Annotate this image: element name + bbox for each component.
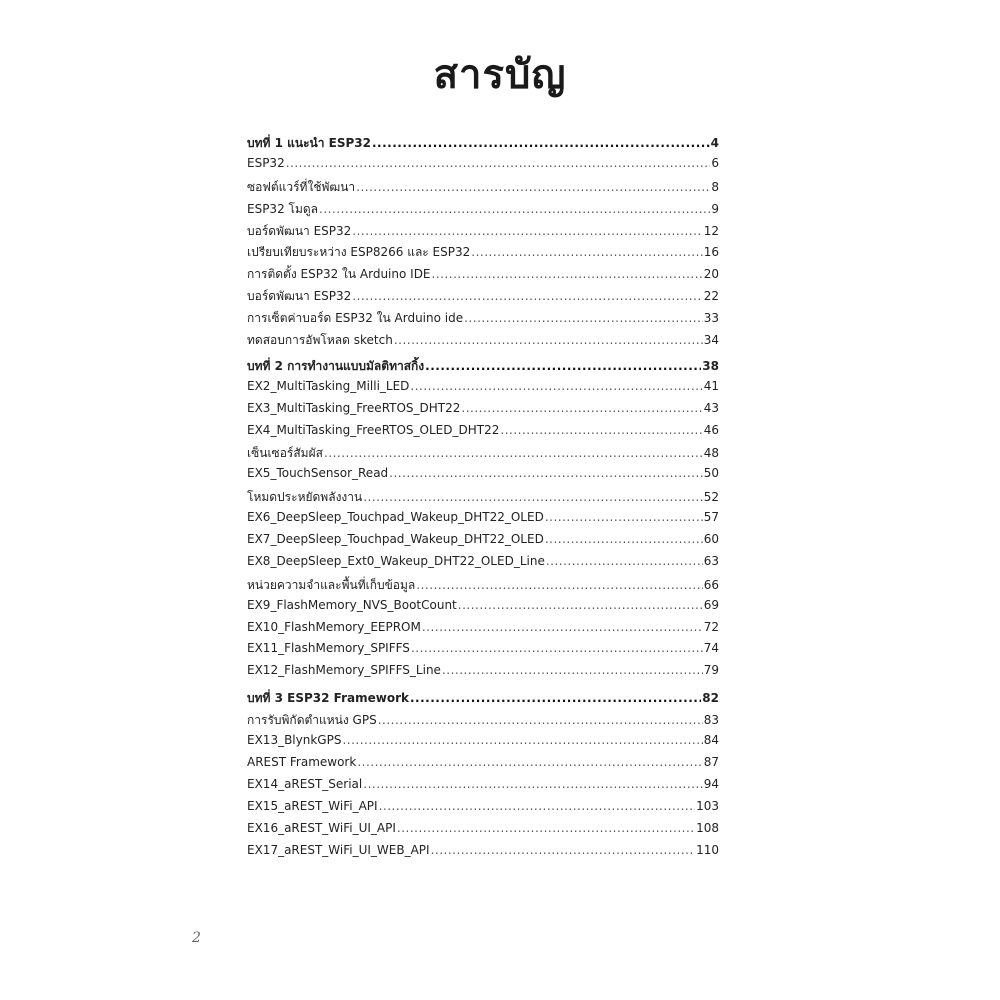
- toc-entry-row: [247, 444, 719, 466]
- dot-leader: [458, 598, 703, 612]
- dot-leader: [363, 777, 702, 791]
- toc-entry-row: [247, 641, 719, 663]
- toc-entry-title: EX17_aREST_WiFi_UI_WEB_API: [247, 842, 430, 857]
- dot-leader: [378, 713, 703, 727]
- toc-page-number: 66: [703, 577, 719, 592]
- toc-entry-title: EX10_FlashMemory_EEPROM: [247, 619, 421, 634]
- toc-entry-row: [247, 843, 719, 865]
- dot-leader: [352, 289, 702, 303]
- toc-page-number: 16: [703, 245, 719, 260]
- dot-leader: [471, 245, 702, 259]
- toc-entry-title: EX4_MultiTasking_FreeRTOS_OLED_DHT22: [247, 422, 500, 437]
- toc-page-number: 50: [703, 466, 719, 481]
- toc-entry-row: [247, 598, 719, 620]
- toc-entry-row: [247, 821, 719, 843]
- toc-page-number: 48: [703, 446, 719, 461]
- toc-entry-title: บอร์ดพัฒนา ESP32: [247, 289, 352, 304]
- toc-entry-row: [247, 510, 719, 532]
- toc-page-number: 82: [702, 691, 719, 706]
- toc-entry-title: EX3_MultiTasking_FreeRTOS_DHT22: [247, 400, 461, 415]
- toc-entry-title: ทดสอบการอัพโหลด sketch: [247, 333, 393, 348]
- toc-entry-title: บทที่ 1 แนะนำ ESP32: [247, 136, 371, 150]
- toc-entry-title: บทที่ 2 การทำงานแบบมัลติทาสกิ้ง: [247, 358, 425, 373]
- toc-entry-row: [247, 799, 719, 821]
- toc-entry-title: EX12_FlashMemory_SPIFFS_Line: [247, 663, 441, 678]
- toc-entry-row: [247, 178, 719, 200]
- dot-leader: [546, 554, 703, 568]
- toc-entry-row: [247, 423, 719, 445]
- toc-entry-title: บทที่ 3 ESP32 Framework: [247, 691, 409, 706]
- toc-entry-row: [247, 265, 719, 287]
- toc-page-number: 94: [703, 776, 719, 791]
- page-number: 2: [192, 930, 201, 946]
- toc-page-number: 33: [703, 311, 719, 326]
- page-title: สารบัญ: [433, 52, 567, 98]
- toc-entry-title: บอร์ดพัฒนา ESP32: [247, 223, 352, 238]
- toc-page-number: 103: [696, 798, 719, 813]
- toc-entry-title: เปรียบเทียบระหว่าง ESP8266 และ ESP32: [247, 245, 471, 260]
- toc-chapter-row: [247, 357, 719, 379]
- toc-entry-title: โหมดประหยัดพลังงาน: [247, 490, 363, 505]
- toc-entry-title: EX8_DeepSleep_Ext0_Wakeup_DHT22_OLED_Line: [247, 553, 545, 568]
- toc-page-number: 84: [703, 733, 719, 748]
- toc-entry-row: [247, 711, 719, 733]
- toc-entry-row: [247, 554, 719, 576]
- toc-entry-row: [247, 620, 719, 642]
- toc-entry-title: EX7_DeepSleep_Touchpad_Wakeup_DHT22_OLED: [247, 532, 544, 547]
- toc-entry-row: [247, 755, 719, 777]
- dot-leader: [372, 136, 710, 150]
- toc-entry-title: การเซ็ตค่าบอร์ด ESP32 ใน Arduino ide: [247, 311, 464, 326]
- toc-entry-row: [247, 532, 719, 554]
- toc-entry-row: [247, 466, 719, 488]
- toc-page-number: 57: [703, 510, 719, 525]
- toc-entry-title: ซอฟต์แวร์ที่ใช้พัฒนา: [247, 179, 356, 194]
- dot-leader: [461, 401, 702, 415]
- toc-page-number: 83: [703, 713, 719, 728]
- toc-page-number: 20: [703, 267, 719, 282]
- toc-page-number: 12: [703, 223, 719, 238]
- toc-entry-title: EX15_aREST_WiFi_API: [247, 798, 378, 813]
- toc-entry-title: หน่วยความจำและพื้นที่เก็บข้อมูล: [247, 577, 416, 592]
- dot-leader: [431, 843, 696, 857]
- toc-entry-row: [247, 243, 719, 265]
- toc-entry-row: [247, 309, 719, 331]
- toc-entry-row: [247, 379, 719, 401]
- toc-entry-row: [247, 576, 719, 598]
- toc-page-number: 110: [696, 842, 719, 857]
- dot-leader: [432, 267, 703, 281]
- toc-entry-row: [247, 401, 719, 423]
- toc-chapter-row: [247, 134, 719, 156]
- toc-entry-title: การติดตั้ง ESP32 ใน Arduino IDE: [247, 267, 431, 282]
- toc-page-number: 38: [702, 358, 719, 373]
- toc-page-number: 34: [703, 333, 719, 348]
- dot-leader: [357, 755, 702, 769]
- toc-entry-title: EX16_aREST_WiFi_UI_API: [247, 820, 396, 835]
- dot-leader: [324, 446, 703, 460]
- dot-leader: [363, 490, 702, 504]
- toc-entry-title: EX6_DeepSleep_Touchpad_Wakeup_DHT22_OLED: [247, 510, 544, 525]
- toc-page-number: 72: [703, 619, 719, 634]
- toc-page-number: 52: [703, 490, 719, 505]
- toc-page-number: 79: [703, 663, 719, 678]
- toc-entry-title: การรับพิกัดตำแหน่ง GPS: [247, 713, 377, 728]
- toc-page-number: 43: [703, 400, 719, 415]
- toc-entry-row: [247, 222, 719, 244]
- toc-entry-row: [247, 287, 719, 309]
- toc-page-number: 63: [703, 553, 719, 568]
- toc-entry-title: ESP32: [247, 155, 285, 170]
- toc-entry-title: EX5_TouchSensor_Read: [247, 466, 389, 481]
- toc-entry-title: EX2_MultiTasking_Milli_LED: [247, 378, 410, 393]
- dot-leader: [442, 663, 703, 677]
- dot-leader: [410, 379, 702, 393]
- dot-leader: [500, 423, 702, 437]
- toc-entry-title: EX9_FlashMemory_NVS_BootCount: [247, 597, 457, 612]
- dot-leader: [464, 311, 703, 325]
- toc-entry-title: EX11_FlashMemory_SPIFFS: [247, 641, 410, 656]
- dot-leader: [416, 578, 702, 592]
- toc-entry-row: [247, 331, 719, 353]
- toc-chapter-row: [247, 689, 719, 711]
- toc-page-number: 46: [703, 422, 719, 437]
- toc-entry-title: EX14_aREST_Serial: [247, 776, 363, 791]
- toc-page-number: 4: [710, 136, 719, 150]
- toc-entry-title: AREST Framework: [247, 754, 357, 769]
- toc-entry-title: EX13_BlynkGPS: [247, 733, 342, 748]
- toc-page-number: 6: [711, 155, 719, 170]
- toc-page-number: 8: [711, 179, 719, 194]
- toc-entry-title: ESP32 โมดูล: [247, 201, 319, 216]
- toc-entry-title: เซ็นเซอร์สัมผัส: [247, 446, 323, 461]
- dot-leader: [286, 156, 711, 170]
- toc-page-number: 60: [703, 532, 719, 547]
- dot-leader: [422, 620, 703, 634]
- toc-entry-row: [247, 488, 719, 510]
- toc-page-number: 69: [703, 597, 719, 612]
- toc-page-number: 108: [696, 820, 719, 835]
- toc-page-number: 22: [703, 289, 719, 304]
- toc-entry-row: [247, 156, 719, 178]
- dot-leader: [352, 224, 702, 238]
- dot-leader: [425, 359, 701, 373]
- dot-leader: [356, 180, 710, 194]
- toc-page-number: 9: [711, 201, 719, 216]
- dot-leader: [397, 821, 695, 835]
- dot-leader: [394, 333, 703, 347]
- toc-page-number: 87: [703, 754, 719, 769]
- dot-leader: [411, 641, 703, 655]
- dot-leader: [389, 466, 703, 480]
- dot-leader: [319, 202, 710, 216]
- dot-leader: [545, 510, 703, 524]
- dot-leader: [410, 691, 701, 705]
- toc-page-number: 74: [703, 641, 719, 656]
- table-of-contents: [247, 134, 719, 864]
- dot-leader: [545, 532, 703, 546]
- dot-leader: [342, 733, 702, 747]
- toc-entry-row: [247, 733, 719, 755]
- toc-entry-row: [247, 200, 719, 222]
- toc-entry-row: [247, 777, 719, 799]
- toc-entry-row: [247, 663, 719, 685]
- dot-leader: [379, 799, 696, 813]
- toc-page-number: 41: [703, 378, 719, 393]
